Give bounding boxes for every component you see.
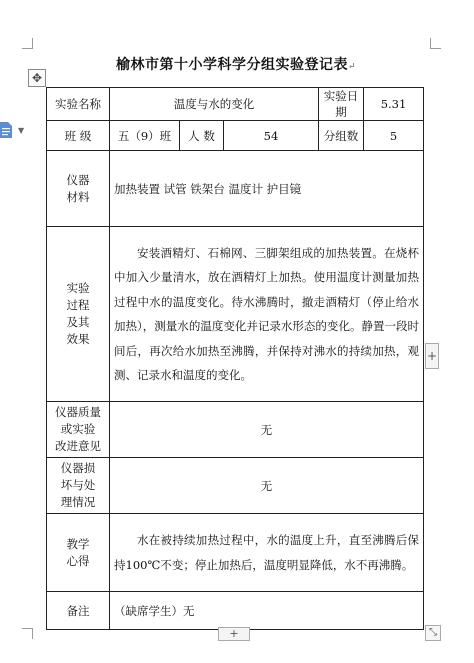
equipment-label-line: 材料	[66, 189, 90, 204]
remarks-value[interactable]: （缺席学生）无	[110, 592, 424, 630]
quality-label-line: 改进意见	[55, 439, 101, 453]
page-title	[48, 54, 424, 74]
table-row	[47, 402, 424, 458]
quality-label	[47, 402, 110, 458]
quality-label-line: 或实验	[60, 422, 96, 436]
experiment-name-value[interactable]: 温度与水的变化	[110, 88, 319, 121]
table-row	[47, 121, 424, 151]
people-count-value[interactable]: 54	[224, 121, 319, 151]
damage-label	[47, 458, 110, 514]
damage-value[interactable]: 无	[110, 458, 424, 514]
chevron-down-icon[interactable]: ▼	[18, 126, 25, 135]
experiment-registration-table	[46, 87, 424, 630]
process-label-line: 过程	[66, 298, 90, 312]
page-corner-mark-bottom-left	[22, 628, 33, 639]
page-corner-mark-top-left	[22, 38, 33, 49]
process-label-line: 及其	[66, 315, 90, 329]
equipment-label-line: 仪器	[66, 172, 90, 187]
resize-diagonal-icon[interactable]: ⤡	[425, 625, 441, 641]
table-row	[47, 458, 424, 514]
class-value[interactable]: 五（9）班	[110, 121, 180, 151]
people-count-label: 人 数	[180, 121, 224, 151]
remarks-label: 备注	[47, 592, 110, 630]
add-row-plus-icon[interactable]: +	[218, 627, 250, 641]
damage-label-line: 理情况	[60, 495, 96, 509]
document-icon[interactable]	[0, 121, 12, 139]
experiment-name-label: 实验名称	[47, 88, 110, 121]
equipment-label	[47, 151, 110, 227]
process-text[interactable]: 安装酒精灯、石棉网、三脚架组成的加热装置。在烧杯中加入少量清水，放在酒精灯上加热。使用温度计测量加热过程中水的温度变化。待水沸腾时，撤走酒精灯（停止给水加热），测量水的温度变化并记录水形态的变化。静置一段时间后，再次给水加热至沸腾，并保持对沸水的持续加热，观测、记录水和温度的变化。	[110, 227, 424, 402]
quality-label-line: 仪器质量	[55, 405, 101, 419]
quality-value[interactable]: 无	[110, 402, 424, 458]
damage-label-line: 坏与处	[60, 478, 96, 492]
reflection-text[interactable]: 水在被持续加热过程中，水的温度上升，直至沸腾后保持100℃不变；停止加热后，温度明显降低，水不再沸腾。	[110, 514, 424, 592]
class-label: 班 级	[47, 121, 110, 151]
process-label	[47, 227, 110, 402]
damage-label-line: 仪器损	[60, 461, 96, 475]
add-column-plus-icon[interactable]: +	[425, 343, 439, 369]
reflection-label-line: 心得	[66, 553, 90, 568]
reflection-label-line: 教学	[66, 536, 90, 551]
group-count-value[interactable]: 5	[364, 121, 424, 151]
experiment-date-label: 实验日期	[319, 88, 364, 121]
page-title-text: 榆林市第十小学科学分组实验登记表	[115, 57, 348, 73]
process-label-line: 实验	[66, 281, 90, 295]
page-corner-mark-top-right	[430, 38, 441, 49]
paragraph-mark-icon: ↵	[347, 62, 357, 72]
experiment-date-value[interactable]: 5.31	[364, 88, 424, 121]
table-row	[47, 592, 424, 630]
table-row	[47, 514, 424, 592]
group-count-label: 分组数	[319, 121, 364, 151]
table-row	[47, 151, 424, 227]
process-label-line: 效果	[66, 332, 90, 346]
move-cross-icon[interactable]: ✥	[28, 69, 46, 87]
equipment-value[interactable]: 加热装置 试管 铁架台 温度计 护目镜	[110, 151, 424, 227]
table-row	[47, 227, 424, 402]
table-row	[47, 88, 424, 121]
reflection-label	[47, 514, 110, 592]
